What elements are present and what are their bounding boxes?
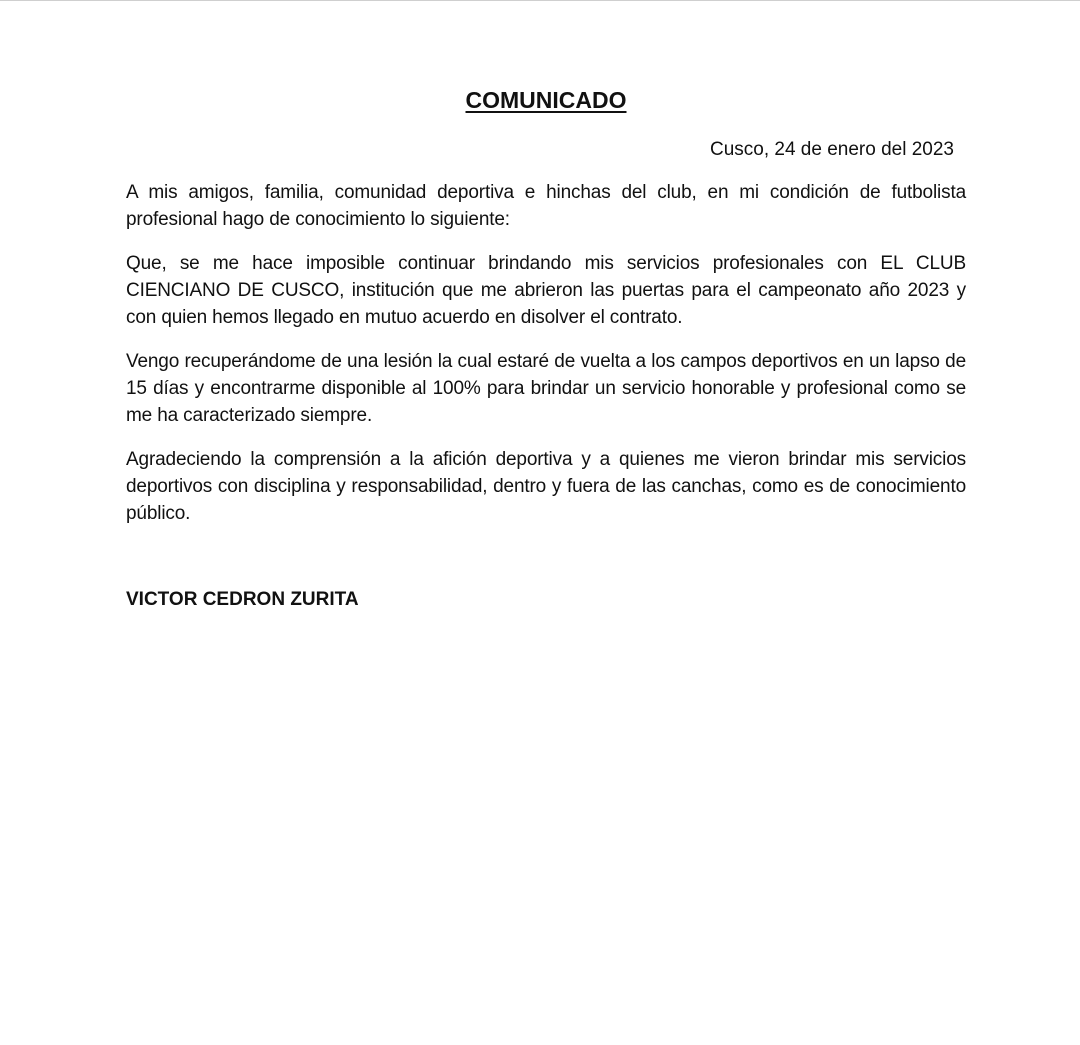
paragraph-injury: Vengo recuperándome de una lesión la cual estaré de vuelta a los campos deportivos en un lapso de 15 días y encontrarme disponible al 100% para brindar un servicio honorable y profesional como se me ha caracterizado siempre. — [126, 351, 966, 426]
paragraph-thanks: Agradeciendo la comprensión a la afición deportiva y a quienes me vieron brindar mis servicios deportivos con disciplina y responsabilidad, dentro y fuera de las canchas, como es de conocimiento público. — [126, 449, 966, 524]
date-line: Cusco, 24 de enero del 2023 — [709, 139, 954, 160]
document-title: COMUNICADO — [465, 87, 627, 113]
paragraph-greeting: A mis amigos, familia, comunidad deportiva e hinchas del club, en mi condición de futbolista profesional hago de conocimiento lo siguiente: — [126, 182, 966, 230]
paragraph-contract: Que, se me hace imposible continuar brindando mis servicios profesionales con EL CLUB CIENCIANO DE CUSCO, institución que me abrieron las puertas para el campeonato año 2023 y con quien hemos llegado en mutuo acuerdo en disolver el contrato. — [126, 253, 966, 328]
signature-name: VICTOR CEDRON ZURITA — [126, 589, 359, 610]
